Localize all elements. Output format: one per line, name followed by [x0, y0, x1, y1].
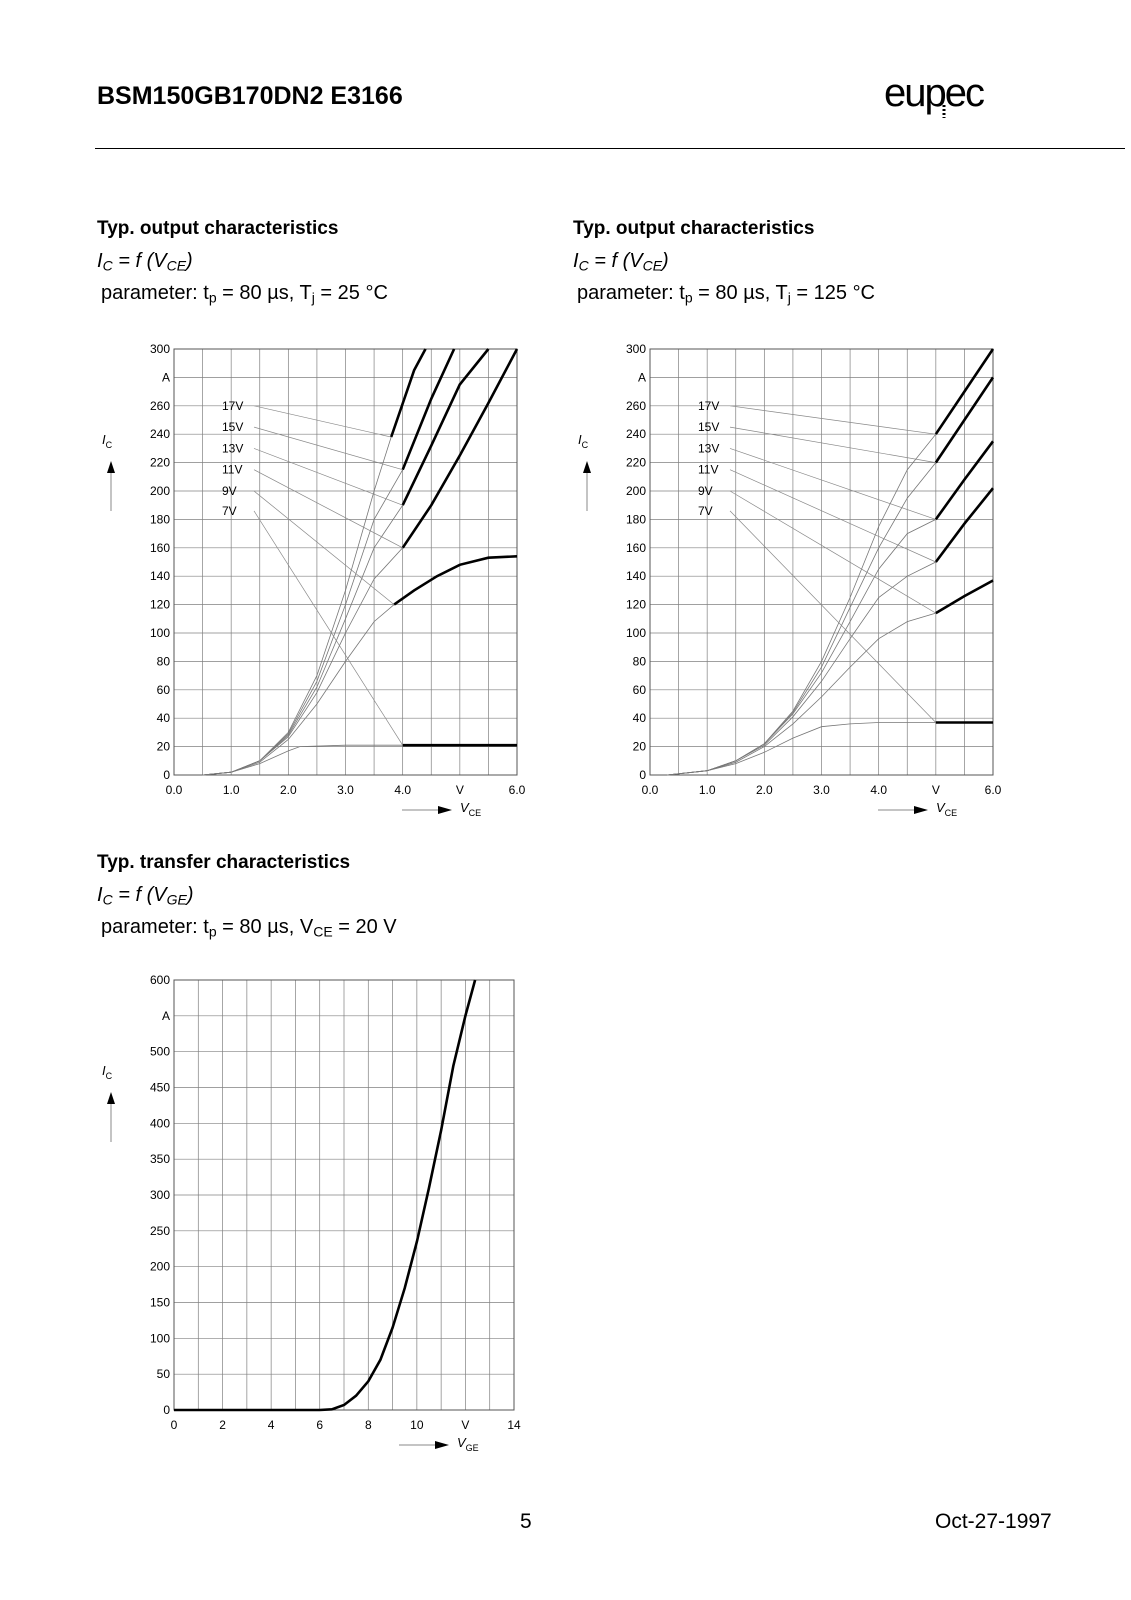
chart3-xtick-label: 0: [170, 1418, 178, 1432]
chart2-series-leader-15V: [730, 427, 936, 463]
chart1-ytick-label: 20: [156, 739, 170, 754]
chart1-ytick-label: 300: [149, 342, 170, 356]
chart3-xtick-label: V: [461, 1418, 470, 1432]
chart2-ytick-label: A: [637, 370, 646, 385]
document-date: Oct-27-1997: [935, 1510, 1052, 1533]
chart1-ytick-label: 240: [149, 427, 170, 442]
chart2-xtick-label: V: [931, 783, 940, 797]
chart3-ytick-label: 500: [149, 1044, 170, 1059]
chart2-parameter: parameter: $t_p = 80$ µs, $T_j = 125$ °C: [577, 282, 876, 306]
chart2-series-line-11V: [667, 488, 993, 775]
chart1-series-leader-17V: [254, 406, 391, 437]
chart1-series-leader-13V: [254, 448, 403, 505]
chart2-title: Typ. output characteristics: [573, 218, 815, 239]
chart3-ytick-label: 600: [149, 973, 170, 987]
chart1-ytick-label: 0: [163, 768, 170, 782]
chart2-ytick-label: 200: [625, 484, 646, 498]
chart1-ytick-label: 40: [156, 711, 170, 726]
chart2-ytick-label: 80: [632, 654, 646, 669]
chart2-ytick-label: 120: [625, 597, 646, 612]
chart2-xtick-label: 4.0: [870, 783, 888, 797]
chart2-ytick-label: 140: [625, 569, 646, 584]
chart3-ytick-label: 200: [149, 1259, 170, 1274]
chart1-series-bold-9V: [394, 556, 517, 604]
chart3-title: Typ. transfer characteristics: [97, 852, 351, 873]
chart2-ytick-label: 240: [625, 427, 646, 442]
chart3-ytick-label: 300: [149, 1188, 170, 1202]
chart1-xtick-label: 3.0: [337, 783, 354, 797]
chart2-yaxis-arrow-head: [583, 461, 591, 473]
chart3-ytick-label: A: [161, 1008, 170, 1023]
chart1-series-label-15V: 15V: [222, 420, 244, 435]
chart2-ylabel: $I_C$: [578, 432, 589, 450]
chart2-ytick-label: 220: [625, 455, 646, 470]
page-number: 5: [520, 1510, 532, 1533]
chart1-series-leader-15V: [254, 427, 403, 470]
chart3-ytick-label: 150: [149, 1295, 170, 1310]
chart3-xtick-label: 10: [410, 1418, 424, 1432]
chart2-series-label-13V: 13V: [698, 441, 720, 456]
chart3-ytick-label: 400: [149, 1116, 170, 1131]
chart3-xtick-label: 4: [267, 1418, 275, 1432]
chart3-xtick-label: 14: [507, 1418, 521, 1432]
chart2-ytick-label: 20: [632, 739, 646, 754]
chart3-parameter: parameter: $t_p = 80$ µs, $V_{CE} = 20$ V: [101, 916, 397, 940]
chart1-series-label-7V: 7V: [222, 503, 237, 518]
chart3-yaxis-arrow-head: [107, 1092, 115, 1104]
chart1-ylabel: $I_C$: [102, 432, 113, 450]
chart1-series-line-9V: [203, 556, 517, 775]
chart1-ytick-label: 100: [149, 626, 170, 640]
chart3-xtick-label: 6: [316, 1418, 324, 1432]
chart2-ytick-label: 180: [625, 512, 646, 527]
chart1-plot: [102, 342, 526, 818]
chart2-ytick-label: 0: [639, 768, 646, 782]
chart1-series-line-17V: [203, 349, 426, 775]
chart2-series-line-7V: [667, 723, 993, 776]
chart2-series-line-9V: [667, 581, 993, 776]
chart3-xlabel: $V_{GE}$: [457, 1435, 479, 1453]
chart1-xtick-label: 0.0: [165, 783, 183, 797]
chart1-ytick-label: 180: [149, 512, 170, 527]
chart3-ytick-label: 50: [156, 1367, 170, 1382]
chart2-series-leader-9V: [730, 491, 936, 613]
chart1-ytick-label: 200: [149, 484, 170, 498]
chart1-series-label-13V: 13V: [222, 441, 244, 456]
chart3-ytick-label: 350: [149, 1152, 170, 1167]
chart1-ytick-label: A: [161, 370, 170, 385]
chart2-series-label-7V: 7V: [698, 503, 713, 518]
chart3-ytick-label: 250: [149, 1223, 170, 1238]
chart3-xtick-label: 2: [219, 1418, 226, 1432]
chart3-plot: [102, 973, 521, 1453]
chart3-function-text: $I_C = f$ $(V_{GE})$: [97, 884, 194, 908]
chart1-xtick-label: 6.0: [508, 783, 526, 797]
chart1-series-line-15V: [203, 349, 455, 775]
chart1-series-leader-7V: [254, 511, 403, 745]
chart2-series-leader-7V: [730, 511, 936, 723]
chart2-function-text: $I_C = f$ $(V_{CE})$: [573, 250, 669, 274]
chart2-xtick-label: 2.0: [755, 783, 773, 797]
chart3-ylabel: $I_C$: [102, 1063, 113, 1081]
logo-text: eupec: [884, 72, 983, 115]
chart1-ytick-label: 140: [149, 569, 170, 584]
chart1-xtick-label: 2.0: [279, 783, 297, 797]
chart2-ytick-label: 40: [632, 711, 646, 726]
chart1-xtick-label: 4.0: [394, 783, 412, 797]
chart3-ytick-label: 450: [149, 1080, 170, 1095]
chart3-ytick-label: 100: [149, 1331, 170, 1346]
chart1-ytick-label: 160: [149, 540, 170, 555]
chart2-series-label-15V: 15V: [698, 420, 720, 435]
chart1-xlabel: $V_{CE}$: [460, 800, 482, 818]
chart1-xtick-label: V: [455, 783, 464, 797]
chart1-series-label-11V: 11V: [222, 462, 243, 477]
chart2-series-leader-17V: [730, 406, 936, 434]
chart1-ytick-label: 60: [156, 682, 170, 697]
chart1-ytick-label: 80: [156, 654, 170, 669]
chart2-ytick-label: 60: [632, 682, 646, 697]
document-title: BSM150GB170DN2 E3166: [97, 82, 403, 110]
chart1-xaxis-arrow-head: [438, 806, 452, 814]
chart1-ytick-label: 220: [149, 455, 170, 470]
chart2-xaxis-arrow-head: [914, 806, 928, 814]
chart2-xtick-label: 6.0: [984, 783, 1002, 797]
chart2-series-label-17V: 17V: [698, 398, 720, 413]
chart3-xaxis-arrow-head: [435, 1441, 449, 1449]
chart1-ytick-label: 120: [149, 597, 170, 612]
chart2-series-label-11V: 11V: [698, 462, 719, 477]
chart1-parameter: parameter: $t_p = 80$ µs, $T_j = 25$ °C: [101, 282, 388, 306]
chart1-xtick-label: 1.0: [222, 783, 240, 797]
chart2-ytick-label: 160: [625, 540, 646, 555]
chart2-series-label-9V: 9V: [698, 484, 713, 498]
chart2-series-line-17V: [667, 349, 993, 775]
chart1-series-label-9V: 9V: [222, 484, 237, 498]
chart1-series-label-17V: 17V: [222, 398, 244, 413]
chart2-ytick-label: 300: [625, 342, 646, 356]
chart2-ytick-label: 260: [625, 398, 646, 413]
chart2-xtick-label: 0.0: [641, 783, 659, 797]
chart2-ytick-label: 100: [625, 626, 646, 640]
chart1-title: Typ. output characteristics: [97, 218, 339, 239]
chart3-ytick-label: 0: [163, 1403, 170, 1417]
chart1-function-text: $I_C = f$ $(V_{CE})$: [97, 250, 193, 274]
chart2-plot: [578, 342, 1002, 818]
chart1-series-line-7V: [203, 745, 517, 775]
chart1-yaxis-arrow-head: [107, 461, 115, 473]
chart2-xlabel: $V_{CE}$: [936, 800, 958, 818]
chart2-xtick-label: 1.0: [698, 783, 716, 797]
chart2-xtick-label: 3.0: [813, 783, 830, 797]
chart3-xtick-label: 8: [364, 1418, 372, 1432]
chart1-ytick-label: 260: [149, 398, 170, 413]
